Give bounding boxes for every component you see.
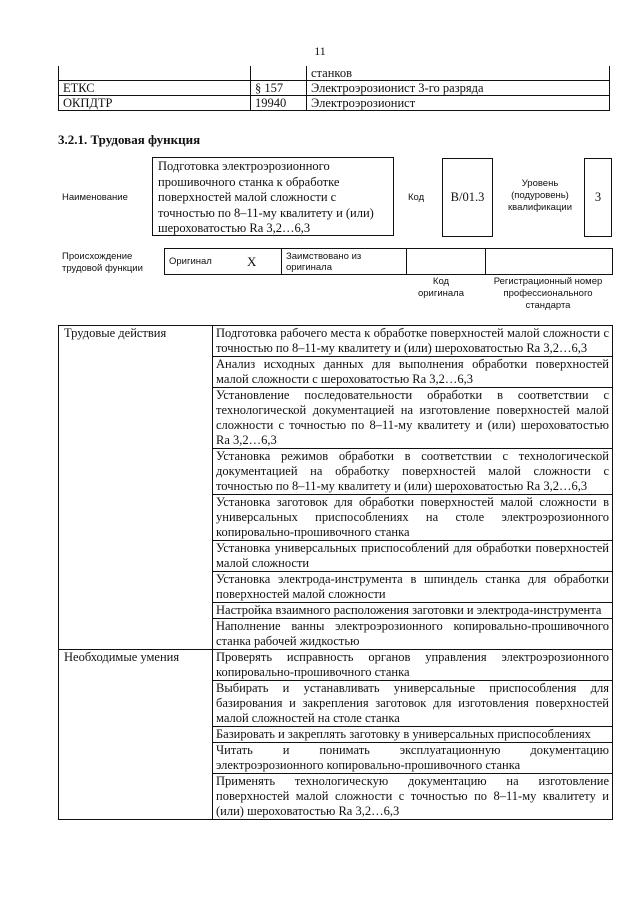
qualification-references-table	[58, 66, 610, 111]
labor-action-item: Подготовка рабочего места к обработке поверхностей малой сложности с точностью по 8–11-му квалитету и (или) шероховатостью Ra 3,2…6,3	[213, 326, 613, 357]
table-row	[165, 249, 613, 275]
table-row	[59, 326, 613, 357]
borrowed-label: Заимствовано из оригинала	[282, 249, 407, 275]
skill-item: Проверять исправность органов управления электроэрозионного копировально-прошивочного станка	[213, 650, 613, 681]
origin-table	[164, 248, 613, 275]
reference-number: 19940	[251, 96, 307, 111]
code-label: Код	[408, 192, 425, 203]
labor-action-item: Анализ исходных данных для выполнения обработки поверхностей малой сложности с шероховатостью Ra 3,2…6,3	[213, 357, 613, 388]
table-row	[59, 81, 610, 96]
reference-number	[251, 66, 307, 81]
skills-label: Необходимые умения	[59, 650, 213, 820]
original-mark: X	[243, 249, 282, 275]
table-row	[59, 66, 610, 81]
original-label: Оригинал	[165, 249, 244, 275]
reference-number: § 157	[251, 81, 307, 96]
function-name-box: Подготовка электроэрозионного прошивочного станка к обработке поверхностей малой сложности с точностью по 8–11-му квалитету и (или) шероховатостью Ra 3,2…6,3	[152, 157, 394, 236]
table-row	[59, 650, 613, 681]
table-row	[59, 96, 610, 111]
registration-number-caption: Регистрационный номер профессионального стандарта	[493, 276, 603, 311]
labor-actions-label: Трудовые действия	[59, 326, 213, 650]
reference-name: Электроэрозионист	[307, 96, 610, 111]
original-code-caption: Код оригинала	[417, 276, 464, 299]
labor-action-item: Установка заготовок для обработки поверхностей малой сложности в универсальных приспособлениях на столе электроэрозионного копировально-прошивочного станка	[213, 495, 613, 541]
reference-code: ЕТКС	[59, 81, 251, 96]
function-details-table	[58, 325, 613, 820]
reference-code: ОКПДТР	[59, 96, 251, 111]
level-label: Уровень (подуровень) квалификации	[507, 178, 573, 213]
labor-action-item: Настройка взаимного расположения заготовки и электрода-инструмента	[213, 603, 613, 619]
reference-name: станков	[307, 66, 610, 81]
name-label: Наименование	[62, 192, 128, 203]
qualification-level-box: 3	[584, 158, 612, 237]
skill-item: Применять технологическую документацию на изготовление поверхностей малой сложности с точностью по 8–11-му квалитету и (или) шероховатостью Ra 3,2…6,3	[213, 774, 613, 820]
origin-label: Происхождение трудовой функции	[62, 251, 143, 274]
original-code-cell	[407, 249, 486, 275]
labor-action-item: Установление последовательности обработки в соответствии с технологической документацией на изготовление поверхностей малой сложности с точностью по 8–11-му квалитету и (или) шероховатостью Ra 3,2…6,3	[213, 388, 613, 449]
registration-number-cell	[486, 249, 613, 275]
labor-action-item: Наполнение ванны электроэрозионного копировально-прошивочного станка рабочей жидкостью	[213, 619, 613, 650]
skill-item: Выбирать и устанавливать универсальные приспособления для базирования и закрепления заготовок для изготовления поверхностей малой сложностей на столе станка	[213, 681, 613, 727]
reference-name: Электроэрозионист 3-го разряда	[307, 81, 610, 96]
function-code-box: B/01.3	[442, 158, 493, 237]
section-title: 3.2.1. Трудовая функция	[58, 132, 201, 147]
skill-item: Базировать и закреплять заготовку в универсальных приспособлениях	[213, 727, 613, 743]
labor-action-item: Установка электрода-инструмента в шпиндель станка для обработки поверхностей малой сложности	[213, 572, 613, 603]
skill-item: Читать и понимать эксплуатационную документацию электроэрозионного копировально-прошивочного станка	[213, 743, 613, 774]
labor-action-item: Установка универсальных приспособлений для обработки поверхностей малой сложности	[213, 541, 613, 572]
page-number: 11	[314, 44, 326, 58]
reference-code	[59, 66, 251, 81]
labor-action-item: Установка режимов обработки в соответствии с технологической документацией на обработку поверхностей малой сложности с точностью по 8–11-му квалитету и (или) шероховатостью Ra 3,2…6,3	[213, 449, 613, 495]
